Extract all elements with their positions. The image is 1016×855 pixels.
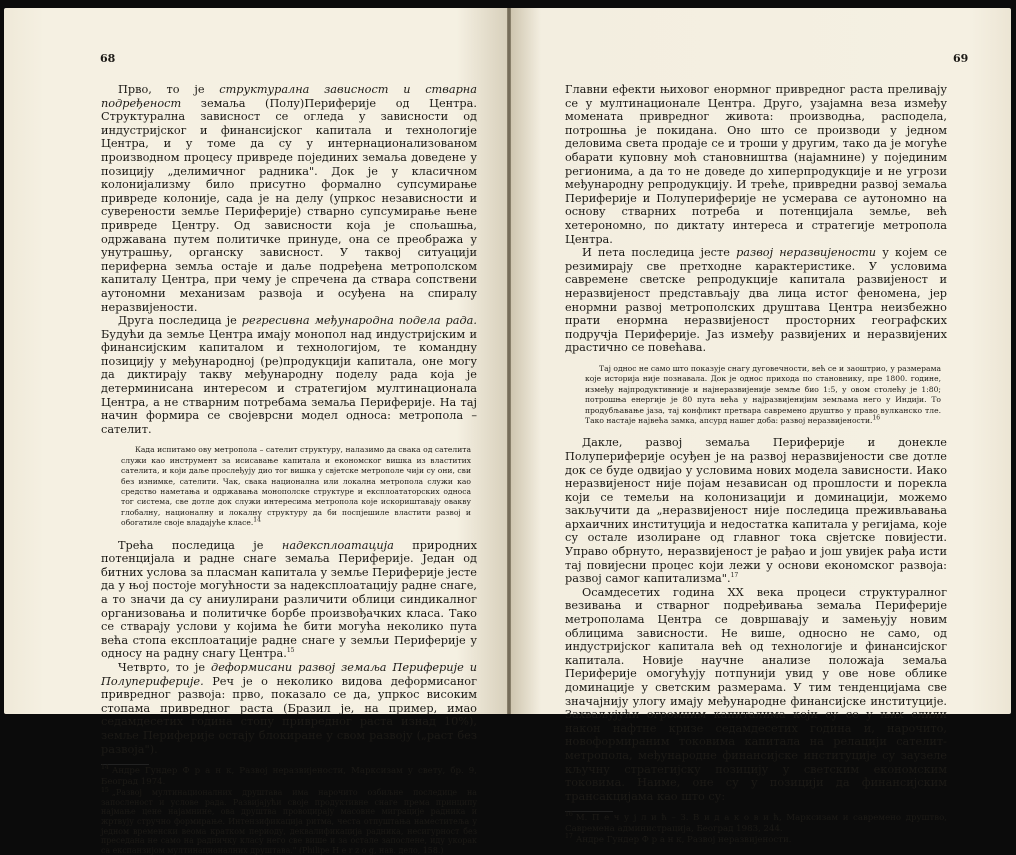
block-quote: Тај однос не само што показује снагу дуговечности, већ се и заоштрио, у размерама које историја није познавала. Док је однос прихода по становнику, пре 1800. године, између најпродуктивније и најнеразвијеније земље био 1:5, у овом столећу је 1:80; потрошња енергије је 80 пута већа у најразвијенијим земљама него у Индији. То продубљавање јаза, тај конфликт претвара савремено друштво у право вулканско тле. Тако настаје највећа замка, апсурд нашег доба: развој неразвијености.$^{16}$ [585, 363, 941, 425]
emphasis: надексплоатација [281, 538, 394, 552]
footnote: $^{17}$ Андре Гундер Ф р а н к, Развој неразвијености. [565, 833, 792, 846]
left-page-column [101, 83, 477, 855]
body-paragraph: Четврто, то је деформисани развој земаља Периферије и Полупериферије. Реч је о неколико видова деформисаног привредног развоја: прво, показало се да, упркос високим стопама привредног раста (Бразил је, на пример, имао седамдесетих година стопу привредног раста изнад 10%), земље Периферије остају блокиране у свом развоју („раст без развоја"). [101, 661, 477, 756]
body-paragraph: Прво, то је структурална зависност и стварна подређеност земаља (Полу)Периферије од Центра. Структурална зависност се огледа у зависности од индустријског и финансијског капитала и технологије Центра, и у томе да су у интернационализованом производном процесу привреде појединих земаља доведене у позицију „делимичног радника". Док је у класичном колонијализму било присутно формално супсумирање привреде колоније, сада је на делу (упркос независности и суверености земље Периферије) стварно супсумирање њене привреде Центру. Од зависности која је спољашња, одржавана путем политичке принуде, она се преобража у унутрашњу, органску зависност. У таквој ситуацији периферна земља остаје и даље подређена метрополском капиталу Центра, при чему је спречена да ствара сопствени аутономни механизам развоја и осуђена на спиралу неразвијености. [101, 83, 477, 314]
footnote-marker: 17 [730, 572, 739, 580]
body-paragraph: Дакле, развој земаља Периферије и донекле Полупериферије осуђен је на развој неразвијености све дотле док се буде одвијао у условима нових модела зависности. Иако неразвијеност није појам независан од прошлости и порекла који се темељи на колонизацији и доминацији, можемо закључити да „неразвијеност није последица преживљавања архаичних институција и недостатка капитала у регијама, које су остале изолиране од главног тока свјетске повијести. Управо обрнуто, неразвијеност је рађао и још увијек рађа исти тај повијесни процес који лежи у основи економског развоја: развој самог капитализма".$^{17}$ [565, 436, 947, 586]
body-paragraph: Трећа последица је надексплоатација природних потенцијала и радне снаге земаља Периферије. Један од битних услова за пласман капитала у земље Периферије јесте да у њој постоје могућности за надексплоатацију радне снаге, а то значи да су аниулирани различити облици синдикалног организовања и политичке борбе произвођачких класа. Тако се стварају услови у којима ће бити могућа неколико пута већа стопа експлоатације радне снаге у земљи Периферије у односу на радну снагу Центра.$^{15}$ [101, 538, 477, 661]
footnote: $^{16}$ М. П е ч у ј л и ћ – З. В и д а к о в и ћ, Марксизам и савремено друштво, Савремена администрација, Београд 1983, 244. [565, 811, 947, 835]
block-quote: Када испитамо ову метропола – сателит структуру, налазимо да свака од сателита служи као инструмент за исисавање капитала и економског вишка из властитих сателита, и који даље прослеђују дио тог вишка у свјетске метрополе чији су они, сви без изнимке, сателити. Чак, свака национална или локална метропола служи као средство наметања и одржавања монополске структуре и експлоататорских односа тог система, све дотле док служи интересима метропола које искориштавају овакву глобалну, националну и локалну структуру да би поспјешиле властити развој и обогатиле своје владајуће класе.$^{14}$ [121, 445, 471, 528]
page-number: 69 [953, 52, 969, 65]
right-page-column [565, 83, 947, 846]
page-number: 68 [100, 52, 116, 65]
body-paragraph: И пета последица јесте развој неразвијености у којем се резимирају све претходне карактеристике. У условима савремене светске репродукције капитала развијеност и неразвијеност представљају два лица истог феномена, јер енормни развој метрополских друштава Центра неизбежно прати енормна неразвијеност просторних географских подручја Периферије. Јаз између развијених и неразвијених драстично се повећава. [565, 246, 947, 355]
body-paragraph: Главни ефекти њиховог енормног привредног раста преливају се у мултинационале Центра. Друго, узајамна веза између момената привредног живота: производња, расподела, потрошња је покидана. Оно што се производи у једном деловима света продаје се и троши у другим, тако да је могуће обарати куповну моћ становништва (најамнине) у појединим регионима, а да то не доведе до хиперпродукције и не угрози међународну репродукцију. И треће, привредни развој земаља Периферије и Полупериферије не усмерава се аутономно на основу стварних потреба и потенцијала земље, већ хетерономно, по диктату интереса и стратегије метропола Центра. [565, 83, 947, 246]
emphasis: регресивна међународна подела рада. [241, 314, 478, 328]
emphasis: развој неразвијености [736, 246, 877, 260]
right-page [511, 8, 1011, 846]
footnote-marker: 16 [872, 414, 881, 422]
footnote: $^{14}$ Андре Гундер Ф р а н к, Развој неразвијености, Марксизам у свету, бр. 9, Београд 1974. [101, 764, 477, 788]
left-page [4, 8, 507, 855]
body-paragraph: Осамдесетих година XX века процеси структуралног везивања и стварног подређивања земаља Периферије метрополама Центра се довршавају и замењују новим облицима зависности. Не више, односно не само, од индустријског капитала већ од технологије и финансијског капитала. Новије научне анализе положаја земаља Периферије омогућују потпунији увид у ове нове облике доминације у светским размерама. У тим тенденцијама све значајнију улогу имају међународне финансијске институције. Захваљујући огромним капиталима који су се у њих слили након нафтне кризе седамдесетих година и, нарочито, новоформираним токовима капитала на релацији сателит-метропола, међународне финансијске институције су заузеле кључну стратегијску позицију у светским економским токовима. Наиме, оне су у позицији да финансијским трансакцијама као што су: [565, 585, 947, 803]
footnote-marker: 14 [253, 516, 261, 524]
footnote-marker: 15 [286, 647, 295, 655]
footnote: $^{15}$ „Развој мултинационалних друштава има нарочито озбиљне последице на запосленост и услове рада. Развијајући своје продуктивне снаге према принципу најмање цене најамнине, ова друштва провоцирају масовне миграције радника и жртвују стручно формирање. Интензификација ритма, честа отпуштања наместитеља у једном временски веома кратком периоду, деквалификација радника, несигурност без преседана не само на радничку класу него све више и за остале запослене, иду укорак са експанзијом мултинационалних друштава." (Philipe H e r z o g, нав. дело, 158.) [101, 786, 477, 855]
emphasis: структурална зависност и стварна подређеност [101, 83, 477, 110]
emphasis: деформисани развој земаља Периферије и Полупериферије. [101, 661, 477, 688]
body-paragraph: Друга последица је регресивна међународна подела рада. Будући да земље Центра имају монопол над индустријским и финансијским капиталом и технологијом, те командну позицију у међународној (ре)продукцији капитала, оне могу да диктирају такву међународну поделу рада која је детерминисана интересом и стратегијом мултинационала Центра, а не стварним потребама земаља Периферије. На тај начин формира се својеврсни модел односа: метропола – сателит. [101, 314, 478, 436]
